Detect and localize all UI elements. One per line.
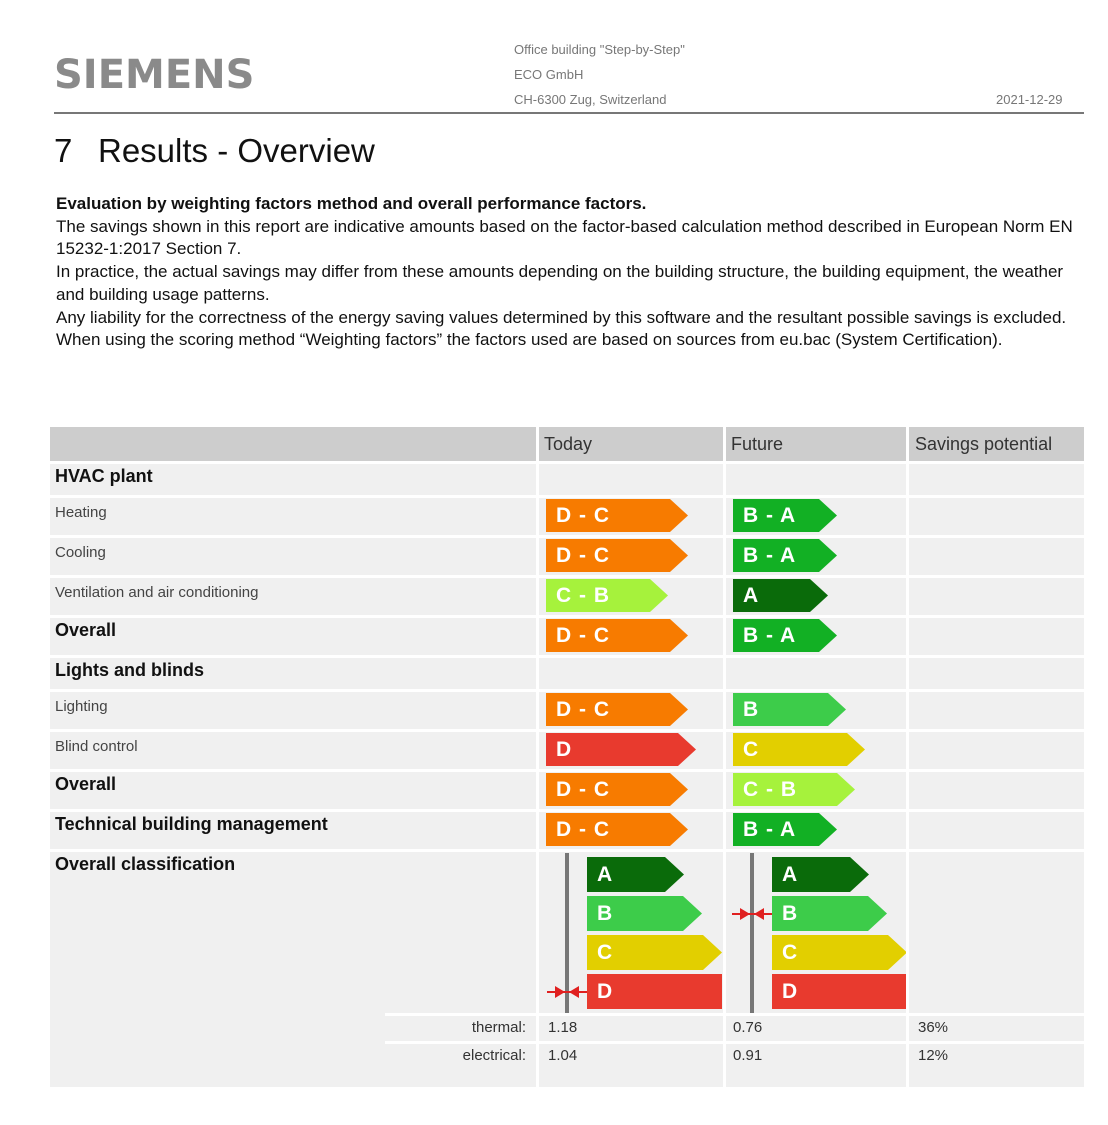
future-scale-class-A-label: A [782,863,799,886]
today-rating-label: C - B [556,584,610,607]
report-date: 2021-12-29 [996,92,1063,107]
today-scale-class-D [587,974,722,1009]
column-separator [906,427,909,1087]
future-scale-marker [732,907,772,921]
results-table [50,427,1084,1087]
row-separator [50,461,1084,464]
today-scale-class-B-label: B [597,902,614,925]
today-rating-label: D - C [556,544,610,567]
today-scale-marker [547,985,587,999]
today-rating [546,733,696,766]
row-separator [50,495,1084,498]
address-line-1: Office building "Step-by-Step" [514,42,685,57]
row-separator [50,729,1084,732]
future-rating-label: B - A [743,818,797,841]
row-separator [50,535,1084,538]
group-label: Lights and blinds [55,660,204,680]
table-header [50,427,1084,461]
today-rating-label: D - C [556,698,610,721]
column-separator [723,427,726,1087]
footer-future: 0.91 [733,1047,763,1064]
section-number: 7 [54,132,73,169]
section-title: Results - Overview [98,132,375,169]
today-scale-class-B [587,896,702,931]
future-scale-class-C [772,935,907,970]
siemens-logo: SIEMENS [54,52,255,98]
footer-savings: 12% [918,1047,949,1064]
today-rating-label: D [556,738,573,761]
today-scale-class-A-label: A [597,863,614,886]
today-rating [546,539,688,572]
today-rating [546,499,688,532]
row-label: Lighting [55,698,108,715]
future-rating-label: C [743,738,760,761]
row-label: Ventilation and air conditioning [55,584,259,601]
intro-paragraph: Any liability for the correctness of the energy saving values determined by this software and the resultant possible savings is excluded. [56,307,1067,327]
page-title [54,132,375,170]
row-separator [385,1013,1084,1016]
future-rating [733,539,837,572]
row-separator [50,615,1084,618]
future-rating-label: C - B [743,778,797,801]
future-scale-axis [750,853,754,1013]
today-scale-class-C [587,935,722,970]
row-label: Cooling [55,544,106,561]
today-rating [546,813,688,846]
row-label: Technical building management [55,814,328,834]
today-rating [546,579,668,612]
intro-paragraph: In practice, the actual savings may differ from these amounts depending on the building structure, the building equipment, the weather and building usage patterns. [56,262,1064,304]
row-label: Overall [55,620,117,640]
future-scale-class-D [772,974,907,1009]
header-future: Future [731,434,784,454]
today-scale-class-label: D [597,980,614,1003]
today-rating-label: D - C [556,818,610,841]
future-rating-label: B - A [743,544,797,567]
footer-label: electrical: [462,1047,526,1064]
today-rating [546,619,688,652]
footer-savings: 36% [918,1019,949,1036]
row-label: Overall [55,774,117,794]
footer-today: 1.04 [548,1047,578,1064]
future-scale-class-A [772,857,869,892]
header-today: Today [544,434,593,454]
row-separator [50,809,1084,812]
future-rating-label: B [743,698,760,721]
future-rating-label: A [743,584,760,607]
intro-paragraph: When using the scoring method “Weighting factors” the factors used are based on sources from eu.bac (System Certification). [56,330,1003,350]
future-rating-label: B - A [743,504,797,527]
address-line-2: ECO GmbH [514,67,584,82]
today-rating [546,773,688,806]
row-label: Heating [55,504,107,521]
row-separator [50,575,1084,578]
future-rating [733,813,837,846]
row-separator [385,1041,1084,1044]
today-rating-label: D - C [556,624,610,647]
row-label: Blind control [55,738,138,755]
row-separator [50,689,1084,692]
footer-label: thermal: [471,1019,526,1036]
today-rating [546,693,688,726]
row-separator [50,769,1084,772]
intro-text [56,193,1086,352]
future-scale-class-B-label: B [782,902,799,925]
intro-paragraph: The savings shown in this report are indicative amounts based on the factor-based calculation method described in European Norm EN 15232-1:2017 Section 7. [56,216,1073,259]
future-rating [733,693,846,726]
future-rating [733,733,865,766]
address-line-3: CH-6300 Zug, Switzerland [514,92,667,107]
future-scale-class-C-label: C [782,941,799,964]
today-rating-label: D - C [556,504,610,527]
future-rating [733,773,855,806]
future-rating [733,619,837,652]
future-rating-label: B - A [743,624,797,647]
column-separator [536,427,539,1087]
overall-classification-label: Overall classification [55,854,236,874]
today-rating-label: D - C [556,778,610,801]
header-savings: Savings potential [915,434,1053,454]
today-scale-class-C-label: C [597,941,614,964]
intro-heading: Evaluation by weighting factors method and overall performance factors. [56,194,647,213]
footer-future: 0.76 [733,1019,763,1036]
future-scale-class-label: D [782,980,799,1003]
footer-today: 1.18 [548,1019,578,1036]
row-separator [50,655,1084,658]
today-scale-class-A [587,857,684,892]
future-rating [733,579,828,612]
header-divider [54,112,1084,114]
row-separator [50,849,1084,852]
group-label: HVAC plant [55,466,153,486]
future-scale-class-B [772,896,887,931]
future-rating [733,499,837,532]
